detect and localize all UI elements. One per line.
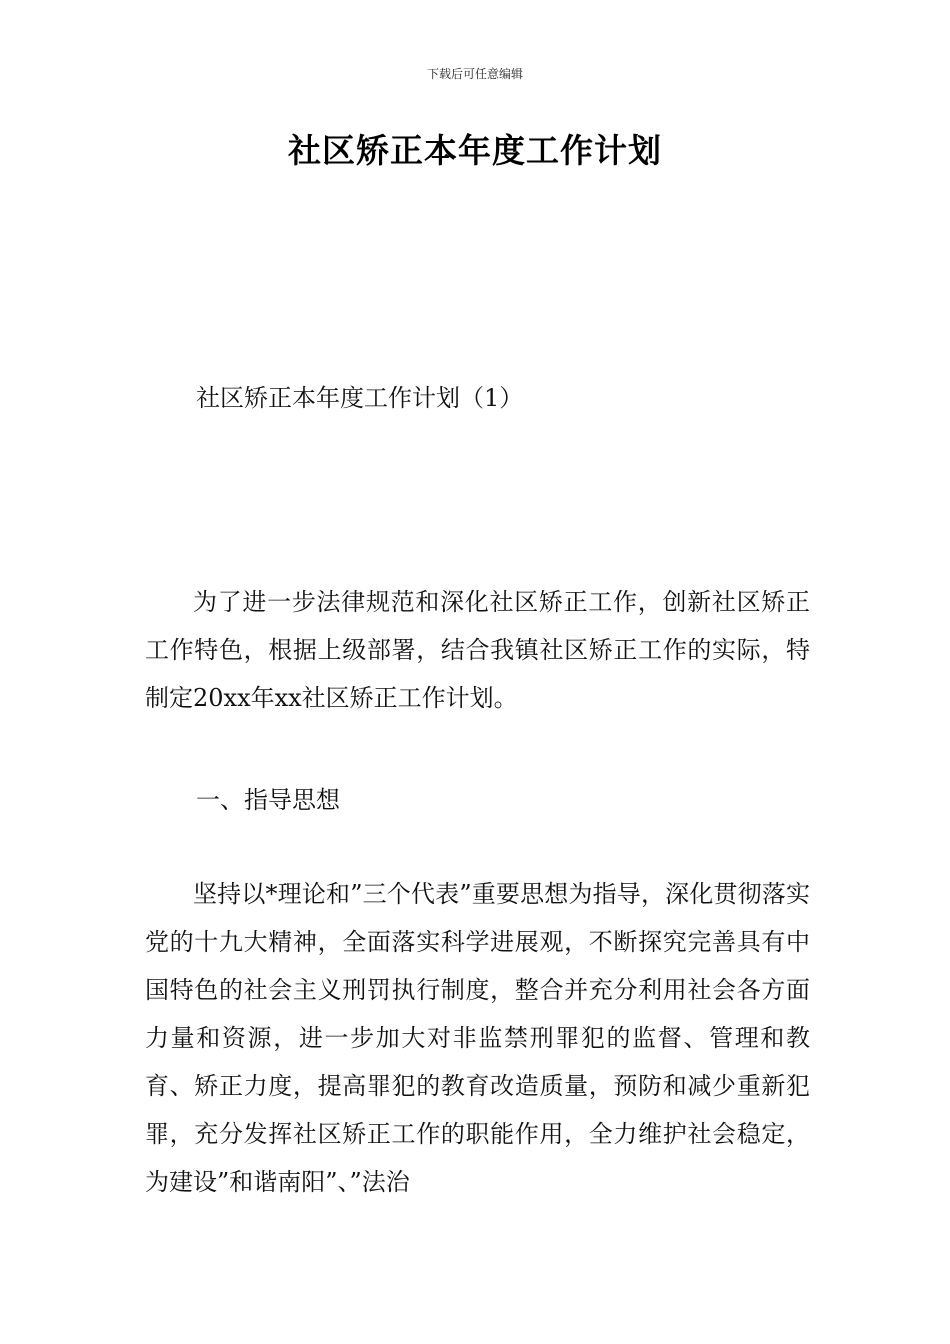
section-heading-guiding-ideology: 一、指导思想: [196, 786, 340, 814]
intro-paragraph: 为了进一步法律规范和深化社区矫正工作，创新社区矫正工作特色，根据上级部署，结合我镇社区矫正工作的实际，特制定20xx年xx社区矫正工作计划。: [145, 588, 810, 712]
document-subtitle: 社区矫正本年度工作计划（1）: [196, 384, 524, 412]
section-body-paragraph: 坚持以*理论和”三个代表”重要思想为指导，深化贯彻落实党的十九大精神，全面落实科学进展观，不断探究完善具有中国特色的社会主义刑罚执行制度，整合并充分利用社会各方面力量和资源，进一步加大对非监禁刑罪犯的监督、管理和教育、矫正力度，提高罪犯的教育改造质量，预防和减少重新犯罪，充分发挥社区矫正工作的职能作用，全力维护社会稳定，为建设”和谐南阳”、”法治: [145, 880, 810, 1196]
header-note: 下载后可任意编辑: [426, 67, 523, 81]
document-title: 社区矫正本年度工作计划: [288, 131, 662, 170]
